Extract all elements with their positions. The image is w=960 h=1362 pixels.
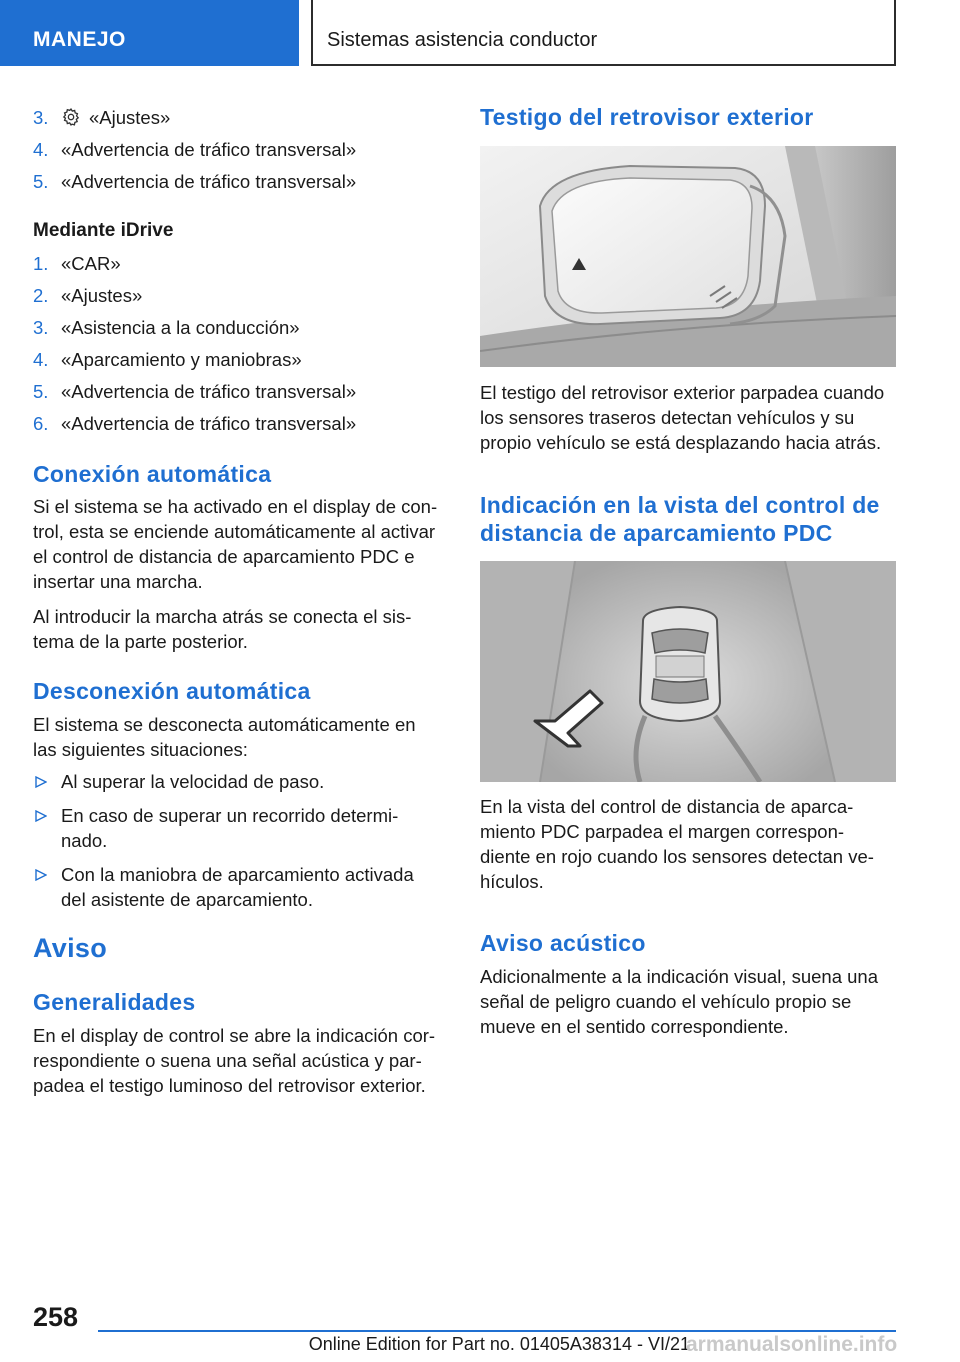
step-text: «Asistencia a la conducción» bbox=[61, 317, 300, 338]
mirror-indicator-heading: Testigo del retrovisor exterior bbox=[480, 104, 814, 130]
acoustic-heading: Aviso acústico bbox=[480, 930, 646, 956]
step-number: 4. bbox=[33, 139, 49, 160]
step-number: 6. bbox=[33, 413, 49, 434]
generalidades-heading: Generalidades bbox=[33, 989, 196, 1015]
edition-note: Online Edition for Part no. 01405A38314 - VI/21 bbox=[308, 1334, 690, 1354]
pdc-view-drawing bbox=[480, 561, 896, 782]
generalidades-paragraph: En el display de control se abre la indicación cor- respondiente o suena una señal acústica y par- padea el testigo luminoso del retrovisor exterior. bbox=[33, 1025, 436, 1096]
auto-on-heading: Conexión automática bbox=[33, 461, 272, 487]
triangle-bullet-icon bbox=[35, 776, 47, 788]
step-number: 5. bbox=[33, 171, 49, 192]
step-text: «Ajustes» bbox=[61, 285, 143, 306]
list-item bbox=[33, 171, 448, 203]
watermark: armanualsonline.info bbox=[686, 1333, 898, 1356]
section-title: MANEJO bbox=[33, 28, 126, 51]
settings-steps-list bbox=[33, 107, 448, 203]
step-text: «Advertencia de tráfico transversal» bbox=[61, 381, 357, 402]
step-number: 3. bbox=[33, 107, 49, 128]
step-number: 3. bbox=[33, 317, 49, 338]
step-text: «Aparcamiento y maniobras» bbox=[61, 349, 302, 370]
auto-on-paragraph-1: Si el sistema se ha activado en el display de con- trol, esta se enciende automáticamente al activar el control de distancia de aparcamiento PDC e insertar una marcha. bbox=[33, 496, 438, 592]
step-number: 5. bbox=[33, 381, 49, 402]
step-number: 2. bbox=[33, 285, 49, 306]
auto-on-paragraph-2: Al introducir la marcha atrás se conecta el sis- tema de la parte posterior. bbox=[33, 606, 412, 652]
pdc-paragraph: En la vista del control de distancia de aparca- miento PDC parpadea el margen correspon- diente en rojo cuando los sensores detectan ve- hículos. bbox=[480, 796, 874, 892]
list-item bbox=[33, 285, 448, 317]
mirror-illustration bbox=[480, 146, 896, 367]
list-item: En caso de superar un recorrido determi- nado. bbox=[33, 803, 448, 853]
page-number: 258 bbox=[33, 1302, 79, 1332]
section-tab bbox=[0, 0, 299, 66]
list-item bbox=[33, 381, 448, 413]
idrive-heading: Mediante iDrive bbox=[33, 220, 174, 241]
list-item bbox=[33, 107, 448, 139]
chapter-header bbox=[311, 0, 896, 66]
pdc-heading: Indicación en la vista del control de distancia de aparcamiento PDC bbox=[480, 492, 880, 546]
step-text: «Advertencia de tráfico transversal» bbox=[61, 413, 357, 434]
auto-off-heading: Desconexión automática bbox=[33, 678, 311, 704]
idrive-steps-list bbox=[33, 253, 448, 445]
mirror-paragraph: El testigo del retrovisor exterior parpadea cuando los sensores traseros detectan vehículos y su propio vehículo se está desplazando hacia atrás. bbox=[480, 382, 885, 453]
triangle-bullet-icon bbox=[35, 810, 47, 822]
auto-off-intro: El sistema se desconecta automáticamente en las siguientes situaciones: bbox=[33, 714, 416, 760]
step-number: 4. bbox=[33, 349, 49, 370]
list-item bbox=[33, 253, 448, 285]
auto-off-bullet-list bbox=[33, 769, 448, 921]
acoustic-paragraph: Adicionalmente a la indicación visual, suena una señal de peligro cuando el vehículo propio se mueve en el sentido correspondiente. bbox=[480, 966, 879, 1037]
triangle-bullet-icon bbox=[35, 869, 47, 881]
mirror-drawing bbox=[480, 146, 896, 367]
list-item: Al superar la velocidad de paso. bbox=[33, 769, 448, 794]
step-text: «CAR» bbox=[61, 253, 121, 274]
footer-divider bbox=[98, 1330, 896, 1332]
list-item bbox=[33, 349, 448, 381]
pdc-illustration bbox=[480, 561, 896, 782]
list-item bbox=[33, 413, 448, 445]
step-number: 1. bbox=[33, 253, 49, 274]
chapter-title: Sistemas asistencia conductor bbox=[327, 29, 598, 51]
step-text: «Advertencia de tráfico transversal» bbox=[61, 139, 357, 160]
list-item bbox=[33, 317, 448, 349]
step-text: «Advertencia de tráfico transversal» bbox=[61, 171, 357, 192]
step-text: «Ajustes» bbox=[89, 107, 171, 128]
list-item: Con la maniobra de aparcamiento activada del asistente de aparcamiento. bbox=[33, 862, 448, 912]
aviso-heading: Aviso bbox=[33, 933, 108, 963]
list-item bbox=[33, 139, 448, 171]
gear-icon bbox=[61, 107, 81, 127]
